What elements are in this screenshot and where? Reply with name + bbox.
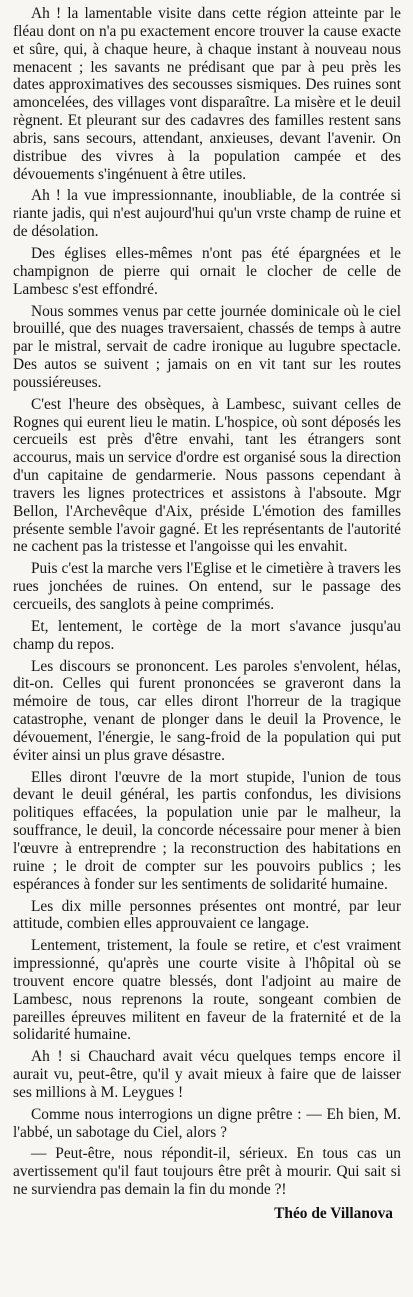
- paragraph-crowd: Les dix mille personnes présentes ont montré, par leur attitude, combien elles approuvaient ce langage.: [13, 897, 401, 933]
- paragraph-priest-answer: — Peut-être, nous répondit-il, sérieux. En tous cas un avertissement qu'il faut toujours être prêt à mourir. Qui sait si ne surviendra pas demain la fin du monde ?!: [13, 1145, 401, 1199]
- paragraph-chauchard: Ah ! si Chauchard avait vécu quelques temps encore il aurait vu, peut-être, qu'il y avait mieux à faire que de laisser ses millions à M. Leygues !: [13, 1048, 401, 1101]
- paragraph-funeral: C'est l'heure des obsèques, à Lambesc, suivant celles de Rognes qui eurent lieu le matin. L'hospice, où sont déposés les cercueils est près d'être envahi, tant les étrangers sont accourus, mais un service d'ordre est organisé sous la direction d'un capitaine de gendarmerie. Nous passons cependant à travers les lignes protectrices et assistons à l'absoute. Mgr Bellon, l'Archevêque d'Aix, préside L'émotion des familles présente semble l'avoir gagné. Et les représentants de l'autorité ne cachent pas la tristesse et l'angoisse qui les envahit.: [13, 395, 401, 556]
- paragraph-sunday: Nous sommes venus par cette journée dominicale où le ciel brouillé, que des nuages traversaient, chassés de temps à autre par le mistral, servait de cadre ironique au lugubre spectacle. Des autos se suivent ; jamais on en vit tant sur les routes poussiéreuses.: [13, 302, 401, 391]
- author-signature: Théo de Villanova: [274, 1205, 393, 1222]
- paragraph-return: Lentement, tristement, la foule se retire, et c'est vraiment impressionné, qu'après une courte visite à l'hôpital où se trouvent encore quatre blessés, dont l'adjoint au maire de Lambesc, nous reprenons la route, songeant combien de pareilles épreuves militent en faveur de la fraternité et de la solidarité humaine.: [13, 937, 401, 1044]
- paragraph-view: Ah ! la vue impressionnante, inoubliable, de la contrée si riante jadis, qui n'est aujourd'hui qu'un vrste champ de ruine et de désolation.: [13, 187, 401, 241]
- paragraph-march: Puis c'est la marche vers l'Eglise et le cimetière à travers les rues jonchées de ruines. On entend, sur le passage des cercueils, des sanglots à peine comprimés.: [13, 560, 401, 613]
- paragraph-churches: Des églises elles-mêmes n'ont pas été épargnées et le champignon de pierre qui ornait le clocher de celle de Lambesc s'est effondré.: [13, 244, 401, 298]
- paragraph-speeches: Les discours se prononcent. Les paroles s'envolent, hélas, dit-on. Celles qui furent prononcées se graveront dans la mémoire de tous, car elles diront l'horreur de la tragique catastrophe, venant de plonger dans le deuil la Provence, le dévouement, l'énergie, le sang-froid de la population qui put éviter ainsi un plus grave désastre.: [13, 657, 401, 764]
- paragraph-procession: Et, lentement, le cortège de la mort s'avance jusqu'au champ du repos.: [13, 617, 401, 653]
- paragraph-visit: Ah ! la lamentable visite dans cette région atteinte par le fléau dont on n'a pu exactement encore trouver la cause exacte et sûre, qui, à chaque heure, à chaque instant à nouveau nous menacent ; les savants ne prédisant que par à peu près les dates approximatives des secousses sismiques. Des ruines sont amoncelées, des villages vont disparaître. La misère et le deuil règnent. Et pleurant sur des cadavres des familles restent sans abris, sans secours, attendant, anxieuses, devant l'avenir. On distribue des vivres à la population campée et des dévouements s'ingénuent à être utiles.: [13, 5, 401, 183]
- paragraph-priest-question: Comme nous interrogions un digne prêtre : — Eh bien, M. l'abbé, un sabotage du Ciel, alors ?: [13, 1105, 401, 1141]
- paragraph-union: Elles diront l'œuvre de la mort stupide, l'union de tous devant le deuil général, les partis confondus, les divisions politiques effacées, la population unie par le malheur, la souffrance, le deuil, la concorde nécessaire pour mener à bien l'œuvre à entreprendre ; la reconstruction des habitations en ruine ; le droit de compter sur les pouvoirs publics ; les espérances à fonder sur les sentiments de solidarité humaine.: [13, 768, 401, 893]
